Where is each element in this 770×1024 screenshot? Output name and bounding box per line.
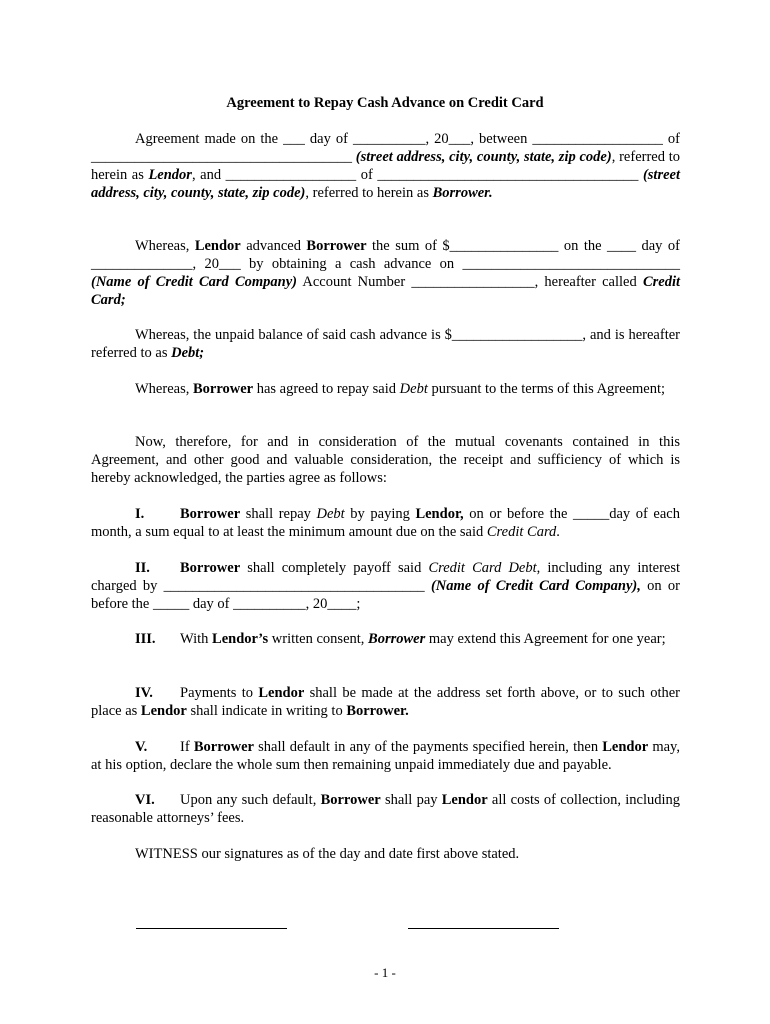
paragraph-whereas-repay: Whereas, Borrower has agreed to repay said Debt pursuant to the terms of this Agreement; (135, 381, 666, 397)
witness-statement: WITNESS our signatures as of the day and date first above stated. (135, 846, 520, 862)
section-ii: II. Borrower shall completely payoff said Credit Card Debt, including any interest charged by ____________________________________ (Name of Credit Card Company), on or before the _____ day of __________, 20____; (91, 560, 681, 612)
section-number: V. (135, 739, 148, 755)
section-vi: VI. Upon any such default, Borrower shall pay Lendor all costs of collection, including reasonable attorneys’ fees. (91, 792, 681, 826)
section-number: II. (135, 560, 150, 576)
page-number: - 1 - (374, 965, 396, 980)
section-v: V. If Borrower shall default in any of the payments specified herein, then Lendor may, at his option, declare the whole sum then remaining unpaid immediately due and payable. (91, 739, 680, 773)
paragraph-now-therefore: Now, therefore, for and in consideration of the mutual covenants contained in this Agreement, and other good and valuable consideration, the receipt and sufficiency of which is hereby acknowledged, the parties agree as follows: (91, 434, 680, 486)
paragraph-whereas-balance: Whereas, the unpaid balance of said cash advance is $__________________, and is hereafter referred to as Debt; (91, 327, 680, 361)
section-i: I. Borrower shall repay Debt by paying Lendor, on or before the _____day of each month, a sum equal to at least the minimum amount due on the said Credit Card. (91, 506, 680, 540)
paragraph-whereas-advance: Whereas, Lendor advanced Borrower the sum of $_______________ on the ____ day of ______________, 20___ by obtaining a cash advance on ______________________________ (Name of Credit Card Company) Account Number _________________, hereafter called Credit Card; (91, 238, 680, 308)
section-number: IV. (135, 685, 153, 701)
signature-line-lendor (136, 928, 287, 929)
section-number: VI. (135, 792, 155, 808)
section-iv: IV. Payments to Lendor shall be made at the address set forth above, or to such other place as Lendor shall indicate in writing to Borrower. (91, 685, 681, 719)
signature-line-borrower (408, 928, 559, 929)
paragraph-parties: Agreement made on the ___ day of __________, 20___, between __________________ of ____________________________________ (street address, city, county, state, zip code), referred to herein as Lendor, and __________________ of ____________________________________ (street address, city, county, state, zip code), referred to herein as Borrower. (91, 131, 681, 201)
document-title: Agreement to Repay Cash Advance on Credit Card (226, 95, 544, 111)
section-number: I. (135, 506, 145, 522)
section-number: III. (135, 631, 156, 647)
section-iii: III. With Lendor’s written consent, Borrower may extend this Agreement for one year; (135, 631, 666, 647)
